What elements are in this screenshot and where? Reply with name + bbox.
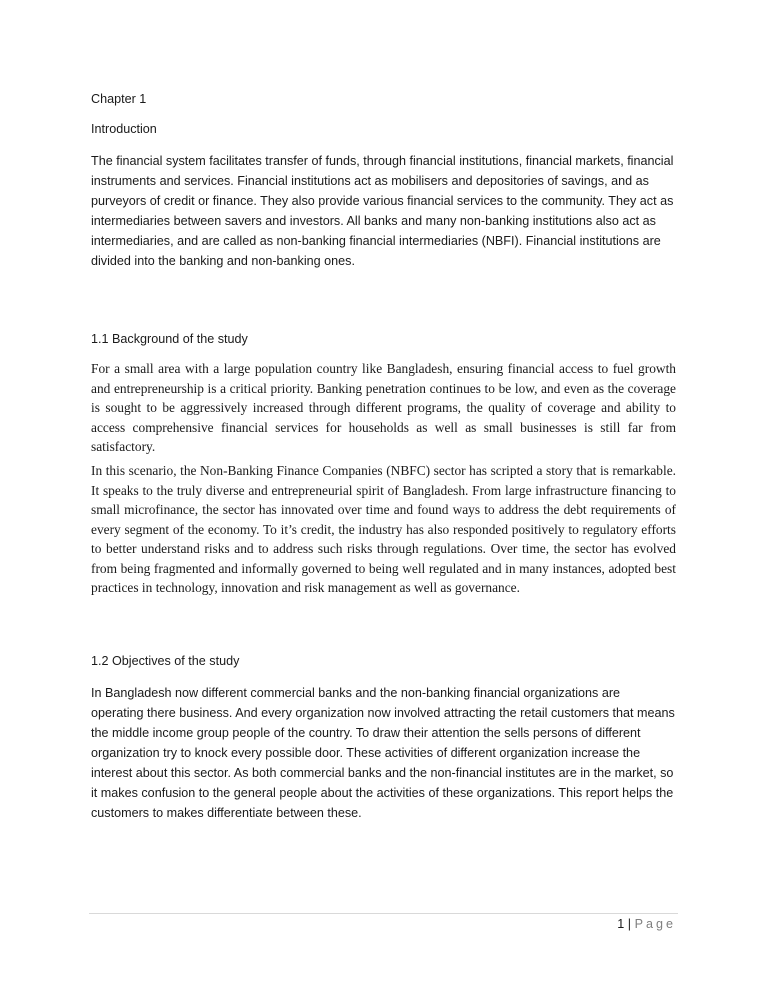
page-footer (617, 915, 676, 933)
background-paragraph-1: For a small area with a large population country like Bangladesh, ensuring financial access to fuel growth and entrepreneurship is a critical priority. Banking penetration continues to be low, and even as the coverage is sought to be aggressively increased through different programs, the quality of coverage and ability to access comprehensive financial services for households as well as small businesses is still far from satisfactory. (91, 361, 676, 454)
page-number: 1 (617, 917, 625, 931)
objectives-paragraph: In Bangladesh now different commercial banks and the non-banking financial organizations are operating there business. And every organization now involved attracting the retail customers that means the middle income group people of the country. To draw their attention the sells persons of different organization try to knock every possible door. These activities of different organization increase the interest about this sector. As both commercial banks and the non-financial institutes are in the market, so it makes confusion to the general people about the activities of these organizations. This report helps the customers to makes differentiate between these. (91, 686, 675, 820)
footer-divider (89, 913, 678, 914)
footer-separator: | (627, 917, 632, 931)
chapter-label: Chapter 1 (91, 92, 147, 106)
introduction-heading: Introduction (91, 122, 157, 136)
background-heading: 1.1 Background of the study (91, 332, 248, 346)
introduction-paragraph: The financial system facilitates transfer of funds, through financial institutions, financial markets, financial instruments and services. Financial institutions act as mobilisers and depositories of savings, and as purveyors of credit or finance. They also provide various financial services to the community. They act as intermediaries between savers and investors. All banks and many non-banking institutions also act as intermediaries, and are called as non-banking financial intermediaries (NBFI). Financial institutions are divided into the banking and non-banking ones. (91, 154, 674, 268)
page-label: Page (634, 917, 676, 931)
objectives-heading: 1.2 Objectives of the study (91, 654, 240, 668)
background-paragraph-2: In this scenario, the Non-Banking Finance Companies (NBFC) sector has scripted a story that is remarkable. It speaks to the truly diverse and entrepreneurial spirit of Bangladesh. From large infrastructure financing to small microfinance, the sector has innovated over time and found ways to address the debt requirements of every segment of the economy. To it’s credit, the industry has also responded positively to regulatory efforts to better understand risks and to address such risks through regulations. Over time, the sector has evolved from being fragmented and informally governed to being well regulated and in many instances, adopted best practices in technology, innovation and risk management as well as governance. (91, 463, 676, 595)
